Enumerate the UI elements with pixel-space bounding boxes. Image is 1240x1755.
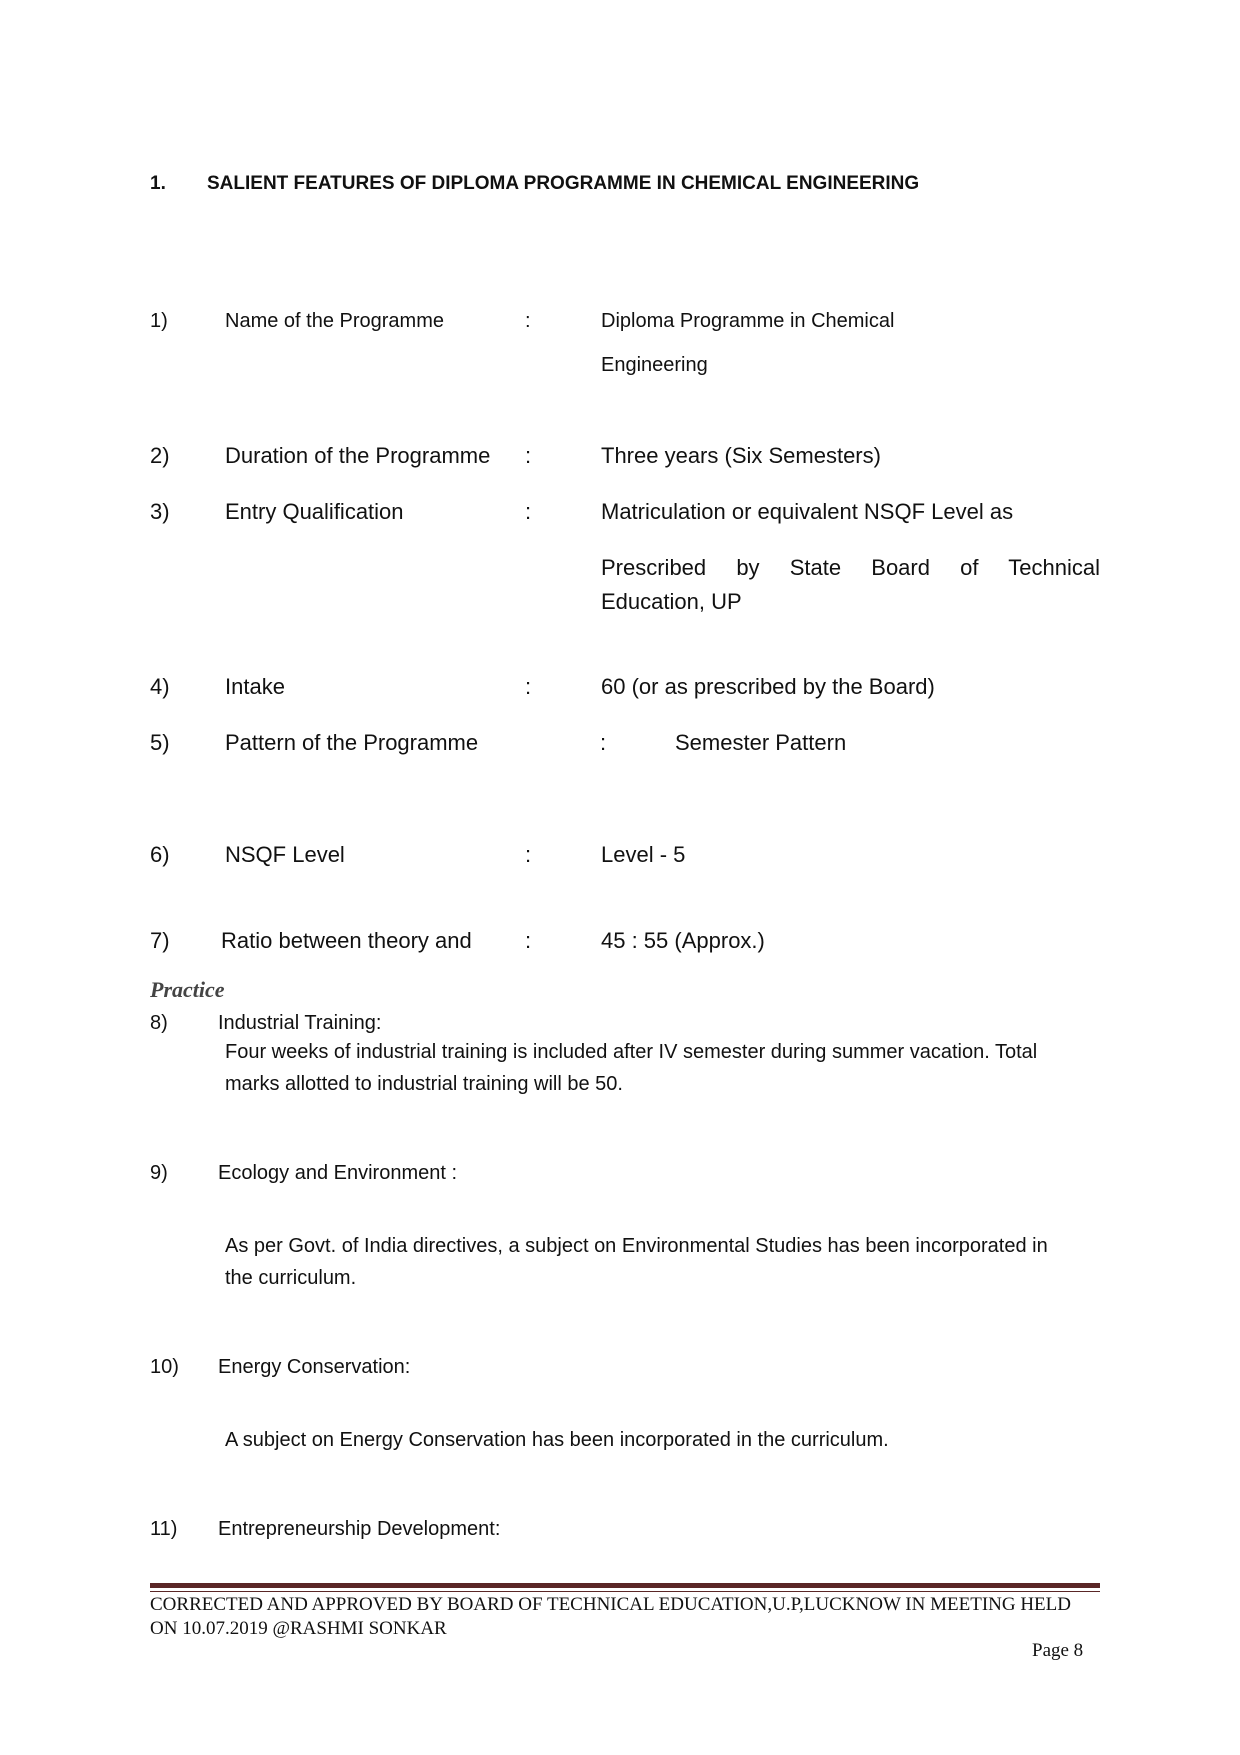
item-1-number: 1) [150,310,168,332]
item-8-body-line2: marks allotted to industrial training will be 50. [225,1073,623,1095]
item-6-colon: : [525,842,532,867]
item-8-label: Industrial Training: [218,1012,382,1034]
item-3-label: Entry Qualification [225,499,404,524]
footer-line-1: CORRECTED AND APPROVED BY BOARD OF TECHNICAL EDUCATION,U.P,LUCKNOW IN MEETING HELD [150,1594,1071,1615]
item-3-value-line2: Prescribed by State Board of Technical [601,555,1100,580]
item-6-value: Level - 5 [601,842,686,867]
item-8-body-line1: Four weeks of industrial training is included after IV semester during summer vacation. Total [225,1041,1038,1063]
item-3-value-line3: Education, UP [601,589,742,614]
item-9-body-line2: the curriculum. [225,1267,357,1289]
item-1-value-line1: Diploma Programme in Chemical [601,310,895,332]
item-5-label: Pattern of the Programme [225,730,479,755]
item-7-colon: : [525,928,532,953]
item-9-number: 9) [150,1162,168,1184]
item-10-number: 10) [150,1356,179,1378]
item-4-label: Intake [225,674,285,699]
item-2-value: Three years (Six Semesters) [601,443,881,468]
item-3-colon: : [525,499,532,524]
item-2-number: 2) [150,443,170,468]
item-3-value-line1: Matriculation or equivalent NSQF Level as [601,499,1014,524]
item-10-body-line1: A subject on Energy Conservation has been incorporated in the curriculum. [225,1429,889,1451]
item-7-value: 45 : 55 (Approx.) [601,928,765,953]
item-5-colon: : [600,730,607,755]
item-11-number: 11) [150,1518,178,1540]
item-3-number: 3) [150,499,170,524]
item-7-number: 7) [150,928,170,953]
item-4-value: 60 (or as prescribed by the Board) [601,674,935,699]
page-title: SALIENT FEATURES OF DIPLOMA PROGRAMME IN CHEMICAL ENGINEERING [207,173,920,194]
item-1-value-line2: Engineering [601,354,708,376]
item-7-continuation: Practice [150,977,225,1002]
item-7-label: Ratio between theory and [221,928,472,953]
heading-number: 1. [150,173,166,194]
item-5-number: 5) [150,730,170,755]
footer-rule-thin [150,1591,1100,1592]
item-2-colon: : [525,443,532,468]
item-4-colon: : [525,674,532,699]
item-10-label: Energy Conservation: [218,1356,411,1378]
item-1-colon: : [525,310,531,332]
item-8-number: 8) [150,1012,168,1034]
item-1-label: Name of the Programme [225,310,444,332]
item-6-label: NSQF Level [225,842,345,867]
item-11-label: Entrepreneurship Development: [218,1518,501,1540]
footer-rule-thick [150,1583,1100,1588]
footer-line-2: ON 10.07.2019 @RASHMI SONKAR [150,1618,447,1639]
page-number: Page 8 [1032,1640,1084,1661]
item-9-body-line1: As per Govt. of India directives, a subject on Environmental Studies has been incorporated in [225,1235,1048,1257]
item-6-number: 6) [150,842,170,867]
item-2-label: Duration of the Programme [225,443,491,468]
item-9-label: Ecology and Environment : [218,1162,458,1184]
item-4-number: 4) [150,674,170,699]
item-5-value: Semester Pattern [675,730,847,755]
